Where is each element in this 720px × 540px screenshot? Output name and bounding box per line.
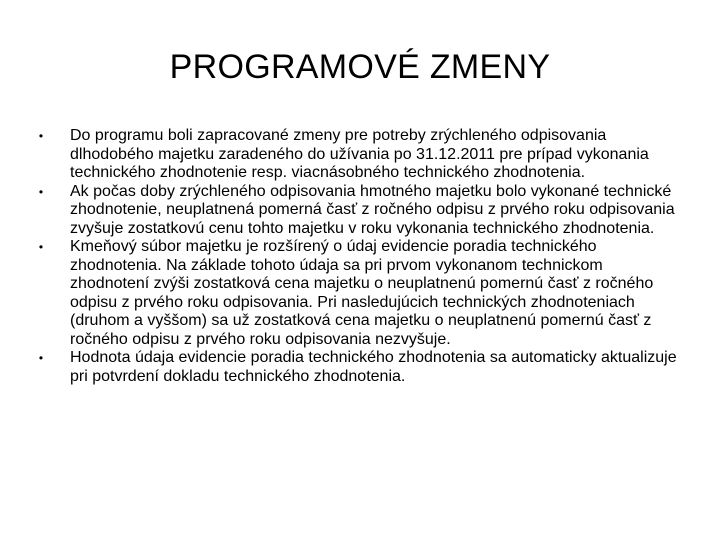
bullet-dot-icon: • bbox=[38, 351, 44, 365]
bullet-text: Hodnota údaja evidencie poradia technického zhodnotenia sa automaticky aktualizuje pri potvrdení dokladu technického zhodnotenia. bbox=[70, 349, 677, 385]
bullet-item-2 bbox=[36, 183, 686, 239]
bullet-text: Do programu boli zapracované zmeny pre potreby zrýchleného odpisovania dlhodobého majetku zaradeného do užívania po 31.12.2011 pre prípad vykonania technického zhodnotenie resp. viacnásobného technického zhodnotenia. bbox=[70, 127, 649, 181]
bullet-dot-icon: • bbox=[38, 184, 44, 199]
bullet-item-3 bbox=[36, 238, 686, 349]
bullet-item-4 bbox=[36, 349, 686, 386]
bullet-list bbox=[36, 127, 686, 386]
bullet-text: Ak počas doby zrýchleného odpisovania hmotného majetku bolo vykonané technické zhodnotenie, neuplatnená pomerná časť z ročného odpisu z prvého roku odpisovania zvyšuje zostatkovú cenu tohto majetku v roku vykonania technického zhodnotenia. bbox=[70, 182, 675, 237]
slide-title: PROGRAMOVÉ ZMENY bbox=[169, 48, 551, 86]
bullet-dot-icon: • bbox=[38, 129, 44, 143]
bullet-dot-icon: • bbox=[38, 240, 44, 254]
bullet-item-1 bbox=[36, 127, 686, 183]
bullet-text: Kmeňový súbor majetku je rozšírený o údaj evidencie poradia technického zhodnotenia. Na základe tohoto údaja sa pri prvom vykonanom technickom zhodnotení zvýši zostatková cena majetku o neuplatnenú pomernú časť z ročného odpisu z prvého roku odpisovania. Pri nasledujúcich technických zhodnoteniach (druhom a vyššom) sa už zostatková cena majetku o neuplatnenú pomernú časť z ročného odpisu z prvého roku odpisovania nezvyšuje. bbox=[70, 238, 654, 348]
